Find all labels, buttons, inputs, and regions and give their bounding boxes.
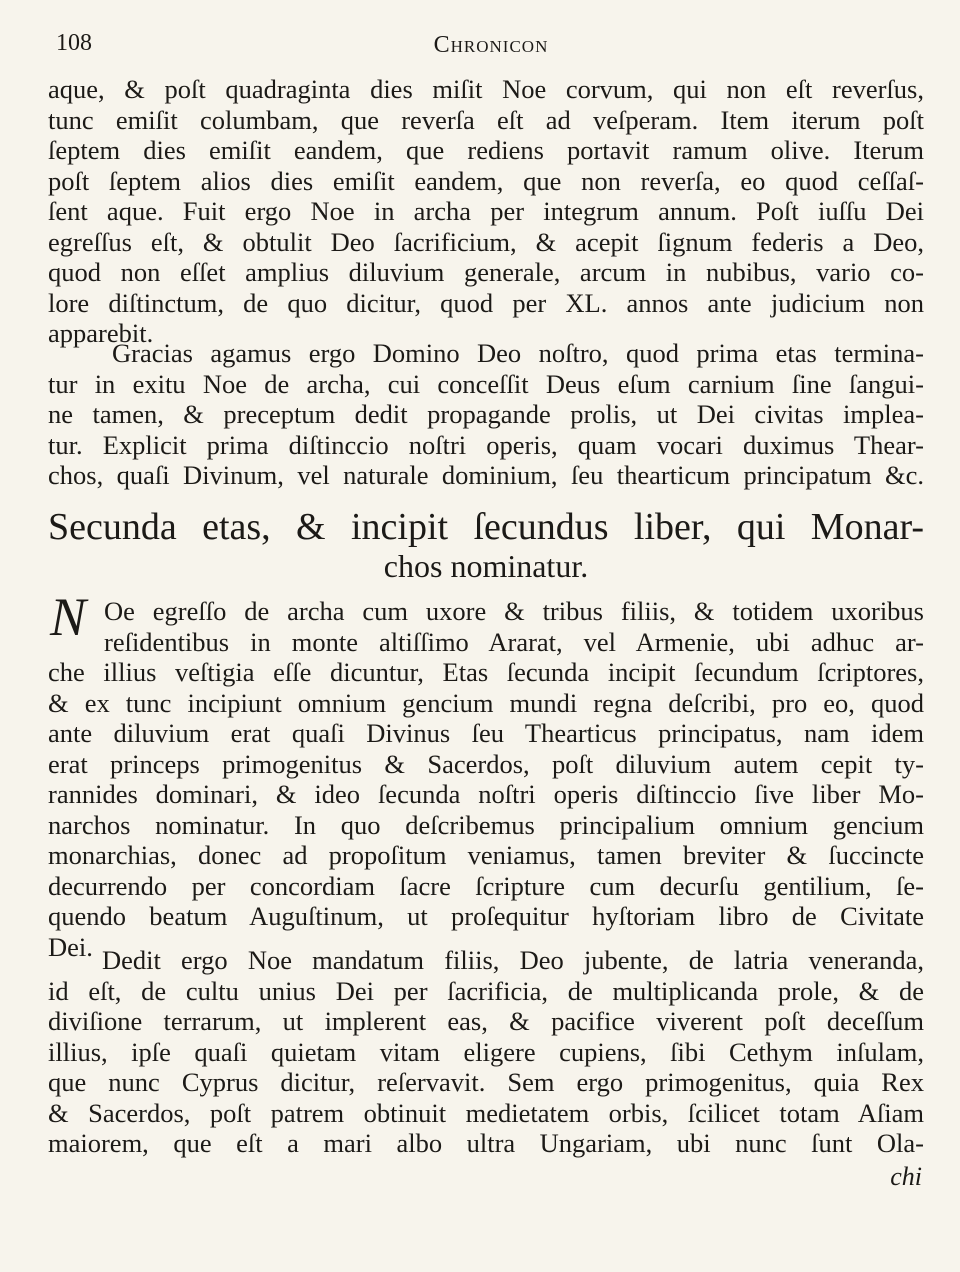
catchword: chi — [890, 1162, 922, 1191]
text-line: narchos nominatur. In quo deſcribemus principalium omnium gencium — [48, 809, 924, 840]
heading-line-1: Secunda etas, & incipit ſecundus liber, qui Monar- — [48, 506, 924, 548]
page-number: 108 — [56, 30, 92, 56]
text-line: maiorem, que eſt a mari albo ultra Ungariam, ubi nunc ſunt Ola- — [48, 1128, 924, 1158]
text-line: monarchias, donec ad propoſitum veniamus, tamen breviter & ſuccincte — [48, 840, 924, 870]
text-line: poſt ſeptem alios dies emiſit eandem, que non reverſa, eo quod ceſſaſ- — [48, 165, 924, 196]
paragraph-4 — [48, 945, 924, 1159]
text-line: quendo beatum Auguſtinum, ut proſequitur hyſtoriam libro de Civitate — [48, 901, 924, 931]
text-line: ſeptem dies emiſit eandem, que rediens portavit ramum olive. Iterum — [48, 135, 924, 165]
text-line: Dei. — [48, 931, 93, 962]
text-line: erat princeps primogenitus & Sacerdos, poſt diluvium autem cepit ty- — [48, 748, 924, 779]
paragraph-1 — [48, 74, 924, 349]
text-line: che illius veſtigia eſſe dicuntur, Etas ſecunda incipit ſecundum ſcriptores, — [48, 657, 924, 687]
text-line: & ex tunc incipiunt omnium gencium mundi regna deſcribi, pro eo, quod — [48, 687, 924, 718]
text-line: quod non eſſet amplius diluvium generale, arcum in nubibus, vario co- — [48, 257, 924, 287]
text-line: que nunc Cyprus dicitur, reſervavit. Sem ergo primogenitus, quia Rex — [48, 1067, 924, 1097]
paragraph-3 — [48, 587, 924, 962]
running-title: Chronicon — [433, 32, 549, 58]
paragraph-2 — [48, 338, 924, 491]
text-line: ante diluvium erat quaſi Divinus ſeu Thearticus principatus, nam idem — [48, 718, 924, 748]
text-line: illius, ipſe quaſi quietam vitam eligere cupiens, ſibi Cethym inſulam, — [48, 1036, 924, 1067]
text-line: ſent aque. Fuit ergo Noe in archa per integrum annum. Poſt iuſſu Dei — [48, 196, 924, 226]
text-line: aque, & poſt quadraginta dies miſit Noe corvum, qui non eſt reverſus, — [48, 74, 924, 104]
text-line: apparebit. — [48, 318, 154, 348]
text-line: tur. Explicit prima diſtinccio noſtri operis, quam vocari duximus Thear- — [48, 429, 924, 460]
text-line: diviſione terrarum, ut implerent eas, & pacifice viverent poſt deceſſum — [48, 1006, 924, 1036]
section-heading — [48, 505, 924, 583]
text-line: decurrendo per concordiam ſacre ſcripture cum decurſu gentilium, ſe- — [48, 870, 924, 901]
text-line: egreſſus eſt, & obtulit Deo ſacrificium, & acepit ſignum federis a Deo, — [48, 226, 924, 257]
text-line: Oe egreſſo de archa cum uxore & tribus filiis, & totidem uxoribus — [104, 596, 924, 626]
text-line: Gracias agamus ergo Domino Deo noſtro, quod prima etas termina- — [112, 338, 924, 368]
text-line: tunc emiſit columbam, que reverſa eſt ad veſperam. Item iterum poſt — [48, 104, 924, 135]
running-header — [56, 30, 926, 64]
drop-cap: N — [50, 587, 87, 647]
text-line: chos, quaſi Divinum, vel naturale dominium, ſeu thearticum principatum &c. — [48, 460, 924, 490]
text-line: lore diſtinctum, de quo dicitur, quod per XL. annos ante judicium non — [48, 287, 924, 318]
text-line: tur in exitu Noe de archa, cui conceſſit Deus eſum carnium ſine ſangui- — [48, 368, 924, 399]
text-line: rannides dominari, & ideo ſecunda noſtri operis diſtinccio ſive liber Mo- — [48, 779, 924, 809]
text-line: Dedit ergo Noe mandatum filiis, Deo jubente, de latria veneranda, — [102, 945, 924, 975]
heading-line-2: chos nominatur. — [383, 548, 589, 584]
text-line: ne tamen, & preceptum dedit propagande prolis, ut Dei civitas implea- — [48, 399, 924, 429]
text-line: & Sacerdos, poſt patrem obtinuit medietatem orbis, ſcilicet totam Aſiam — [48, 1097, 924, 1128]
text-line: id eſt, de cultu unius Dei per ſacrificia, de multiplicanda prole, & de — [48, 975, 924, 1006]
text-line: reſidentibus in monte altiſſimo Ararat, vel Armenie, ubi adhuc ar- — [104, 626, 924, 657]
